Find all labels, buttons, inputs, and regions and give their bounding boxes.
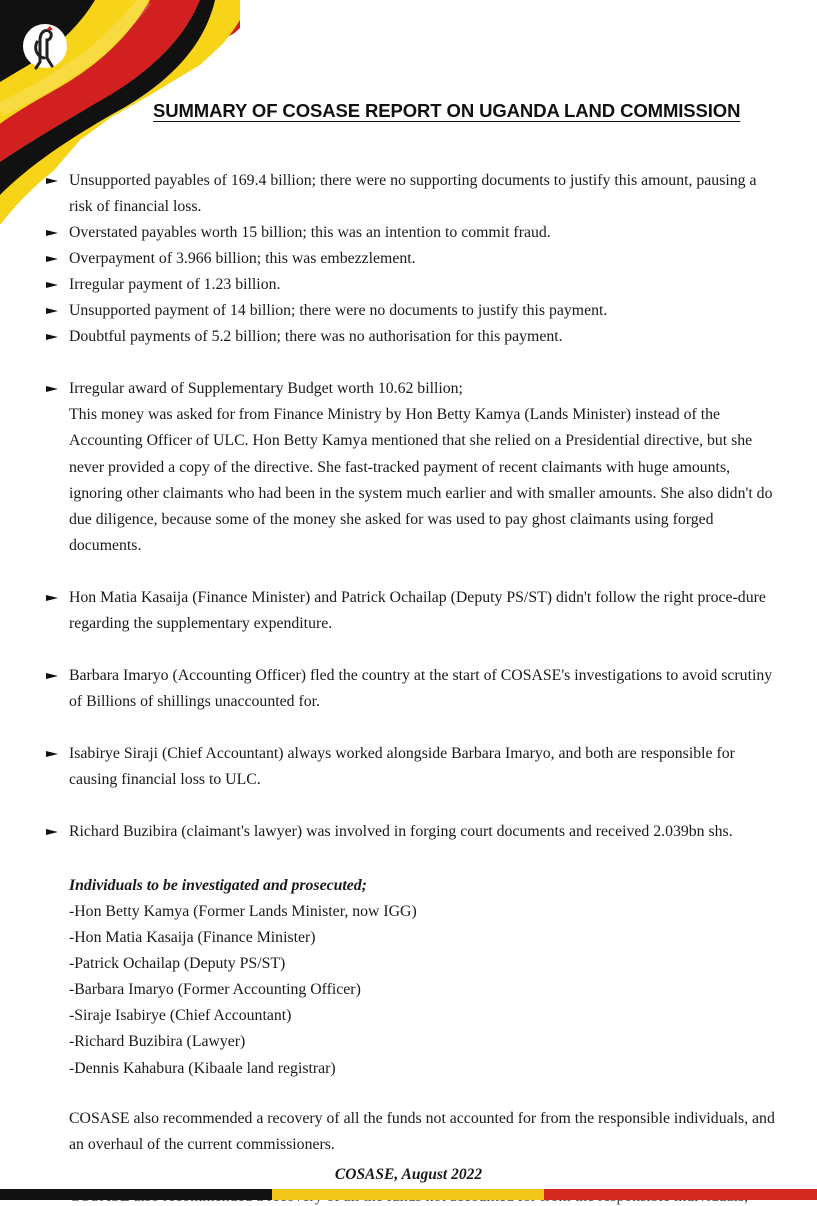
list-item: Overstated payables worth 15 billion; this was an intention to commit fraud. [69, 220, 781, 246]
list-item: -Hon Betty Kamya (Former Lands Minister, now IGG) [69, 903, 417, 920]
document-title: SUMMARY OF COSASE REPORT ON UGANDA LAND COMMISSION [153, 100, 741, 121]
list-item: -Richard Buzibira (Lawyer) [69, 1033, 246, 1051]
list-item: Unsupported payables of 169.4 billion; there were no supporting documents to justify this amount, pausing a risk of financial loss. [69, 168, 781, 220]
bullet-icon [46, 255, 58, 263]
list-item: Overpayment of 3.966 billion; this was embezzlement. [69, 246, 781, 272]
bullet-icon [46, 281, 58, 289]
bullet-icon [46, 229, 58, 237]
bullet-icon [46, 177, 58, 185]
list-item: Hon Matia Kasaija (Finance Minister) and Patrick Ochailap (Deputy PS/ST) didn't follow the right proce-dure regarding the supplementary expenditure. [69, 585, 781, 637]
footer-stripe-black [0, 1189, 272, 1200]
bullet-icon [46, 672, 58, 680]
list-item: -Dennis Kahabura (Kibaale land registrar) [69, 1059, 336, 1077]
list-item: Richard Buzibira (claimant's lawyer) was involved in forging court documents and received 2.039bn shs. [69, 819, 781, 845]
individuals-list [69, 899, 417, 1082]
list-item: -Patrick Ochailap (Deputy PS/ST) [69, 955, 286, 973]
footer-stripe-red [544, 1189, 817, 1200]
bullet-icon [46, 750, 58, 758]
bullet-icon [46, 385, 58, 393]
list-item: -Hon Matia Kasaija (Finance Minister) [69, 929, 316, 947]
list-item: Isabirye Siraji (Chief Accountant) always worked alongside Barbara Imaryo, and both are responsible for causing financial loss to ULC. [69, 741, 781, 793]
bullet-icon [46, 828, 58, 836]
recommendation-paragraph: COSASE also recommended a recovery of all the funds not accounted for from the responsible individuals, and an overhaul of the current commissioners. [69, 1110, 775, 1154]
supplementary-budget-detail: This money was asked for from Finance Ministry by Hon Betty Kamya (Lands Minister) instead of the Accounting Officer of ULC. Hon Betty Kamya mentioned that she relied on a Presidential directive, but she never provided a copy of the directive. She fast-tracked payment of recent claimants with huge amounts, ignoring other claimants who had been in the system much earlier and with smaller amounts. She also didn't do due diligence, because some of the money she asked for was used to pay ghost claimants using forged documents. [69, 406, 773, 555]
footer-signature: COSASE, August 2022 [334, 1166, 483, 1183]
list-item: -Barbara Imaryo (Former Accounting Officer) [69, 981, 361, 999]
individuals-heading: Individuals to be investigated and prosecuted; [69, 877, 367, 894]
list-item: -Siraje Isabirye (Chief Accountant) [69, 1007, 292, 1025]
list-item: Barbara Imaryo (Accounting Officer) fled the country at the start of COSASE's investigations to avoid scrutiny of Billions of shillings unaccounted for. [69, 663, 781, 715]
bullet-icon [46, 333, 58, 341]
list-item: Irregular award of Supplementary Budget worth 10.62 billion; This money was asked for from Finance Ministry by Hon Betty Kamya (Lands Minister) instead of the Accounting Officer of ULC. Hon Betty Kamya mentioned that she relied on a Presidential directive, but she never provided a copy of the directive. She fast-tracked payment of recent claimants with huge amounts, ignoring other claimants who had been in the system much earlier and with smaller amounts. She also didn't do due diligence, because some of the money she asked for was used to pay ghost claimants using forged documents. [69, 376, 781, 559]
list-item: Unsupported payment of 14 billion; there were no documents to justify this payment. [69, 298, 781, 324]
list-item: Irregular payment of 1.23 billion. [69, 272, 781, 298]
footer-stripe-yellow [272, 1189, 544, 1200]
list-item: Doubtful payments of 5.2 billion; there was no authorisation for this payment. [69, 324, 781, 350]
bullet-icon [46, 307, 58, 315]
bullet-icon [46, 594, 58, 602]
